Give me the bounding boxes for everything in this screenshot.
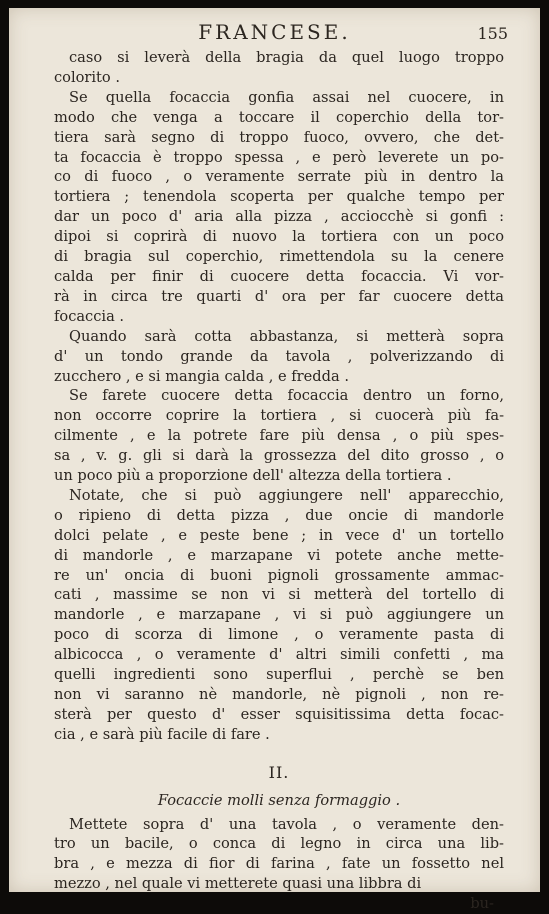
- text-line: cati , massime se non vi si metterà del tortello di: [54, 586, 504, 604]
- text-line: caso si leverà della bragia da quel luogo troppo: [69, 49, 504, 66]
- paragraph: [54, 386, 504, 486]
- text-line: colorito .: [54, 68, 120, 86]
- text-line: dolci pelate , e peste bene ; in vece d' un tortello: [54, 526, 504, 544]
- text-line: mezzo , nel quale vi metterete quasi una libbra di: [54, 875, 422, 893]
- running-title: FRANCESE.: [198, 20, 351, 44]
- paragraphs: [54, 48, 504, 745]
- text-line: d' un tondo grande da tavola , polverizzando di: [54, 347, 504, 365]
- text-line: rà in circa tre quarti d' ora per far cuocere detta: [54, 287, 504, 305]
- page-header: [9, 20, 540, 48]
- text-line: Se farete cuocere detta focaccia dentro un forno,: [69, 387, 504, 405]
- text-line: dar un poco d' aria alla pizza , acciocchè si gonfi :: [54, 208, 504, 226]
- paragraph: [54, 486, 504, 745]
- text-line: co di fuoco , o veramente serrate più in dentro la: [54, 168, 504, 186]
- text-line: Mettete sopra d' una tavola , o veramente den-: [69, 815, 504, 833]
- text-line: non vi saranno nè mandorle, nè pignoli , non re-: [54, 686, 504, 703]
- text-line: bra , e mezza di fior di farina , fate un fossetto nel: [54, 855, 504, 873]
- text-line: di bragia sul coperchio, rimettendola su la cenere: [54, 248, 504, 266]
- text-line: modo che venga a toccare il coperchio della tor-: [54, 108, 504, 126]
- text-line: sterà per questo d' esser squisitissima detta focac-: [54, 705, 504, 723]
- paragraph: [54, 48, 504, 88]
- text-line: tortiera ; tenendola scoperta per qualche tempo per: [54, 188, 504, 206]
- text-line: dipoi si coprirà di nuovo la tortiera con un poco: [54, 228, 504, 246]
- paragraph: [54, 815, 504, 895]
- final-paragraph: [54, 815, 504, 895]
- text-line: zucchero , e si mangia calda , e fredda .: [54, 367, 349, 385]
- text-line: un poco più a proporzione dell' altezza della tortiera .: [54, 467, 452, 485]
- text-line: cilmente , e la potrete fare più densa , o più spes-: [54, 427, 504, 445]
- text-line: calda per finir di cuocere detta focaccia. Vi vor-: [54, 267, 504, 285]
- section-number: II.: [268, 762, 290, 782]
- text-line: Notate, che si può aggiungere nell' apparecchio,: [69, 486, 504, 504]
- text-line: di mandorle , e marzapane vi potete anche mette-: [54, 546, 504, 564]
- text-line: Quando sarà cotta abbastanza, si metterà sopra: [69, 327, 504, 345]
- text-line: mandorle , e marzapane , vi si può aggiungere un: [54, 606, 504, 624]
- page-number: 155: [477, 24, 508, 43]
- text-line: poco di scorza di limone , o veramente pasta di: [54, 626, 504, 644]
- text-line: Se quella focaccia gonfia assai nel cuocere, in: [69, 88, 504, 106]
- text-line: quelli ingredienti sono superflui , perchè se ben: [54, 666, 504, 684]
- page-body: [54, 48, 504, 914]
- text-line: sa , v. g. gli si darà la grossezza del dito grosso , o: [54, 447, 504, 465]
- text-line: ta focaccia è troppo spessa , e però leverete un po-: [54, 148, 504, 166]
- text-line: non occorre coprire la tortiera , si cuocerà più fa-: [54, 407, 504, 425]
- paragraph: [54, 327, 504, 387]
- paragraph: [54, 88, 504, 327]
- text-line: tiera sarà segno di troppo fuoco, ovvero, che det-: [54, 128, 504, 146]
- text-line: re un' oncia di buoni pignoli grossamente ammac-: [54, 566, 504, 584]
- text-line: o ripieno di detta pizza , due oncie di mandorle: [54, 506, 504, 524]
- text-line: focaccia .: [54, 307, 125, 325]
- section-title: Focaccie molli senza formaggio .: [157, 791, 401, 809]
- text-line: albicocca , o veramente d' altri simili confetti , ma: [54, 646, 504, 664]
- catchword: bu-: [470, 895, 494, 913]
- book-page: [9, 8, 540, 913]
- text-line: tro un bacile, o conca di legno in circa una lib-: [54, 835, 504, 853]
- text-line: cia , e sarà più facile di fare .: [54, 725, 270, 743]
